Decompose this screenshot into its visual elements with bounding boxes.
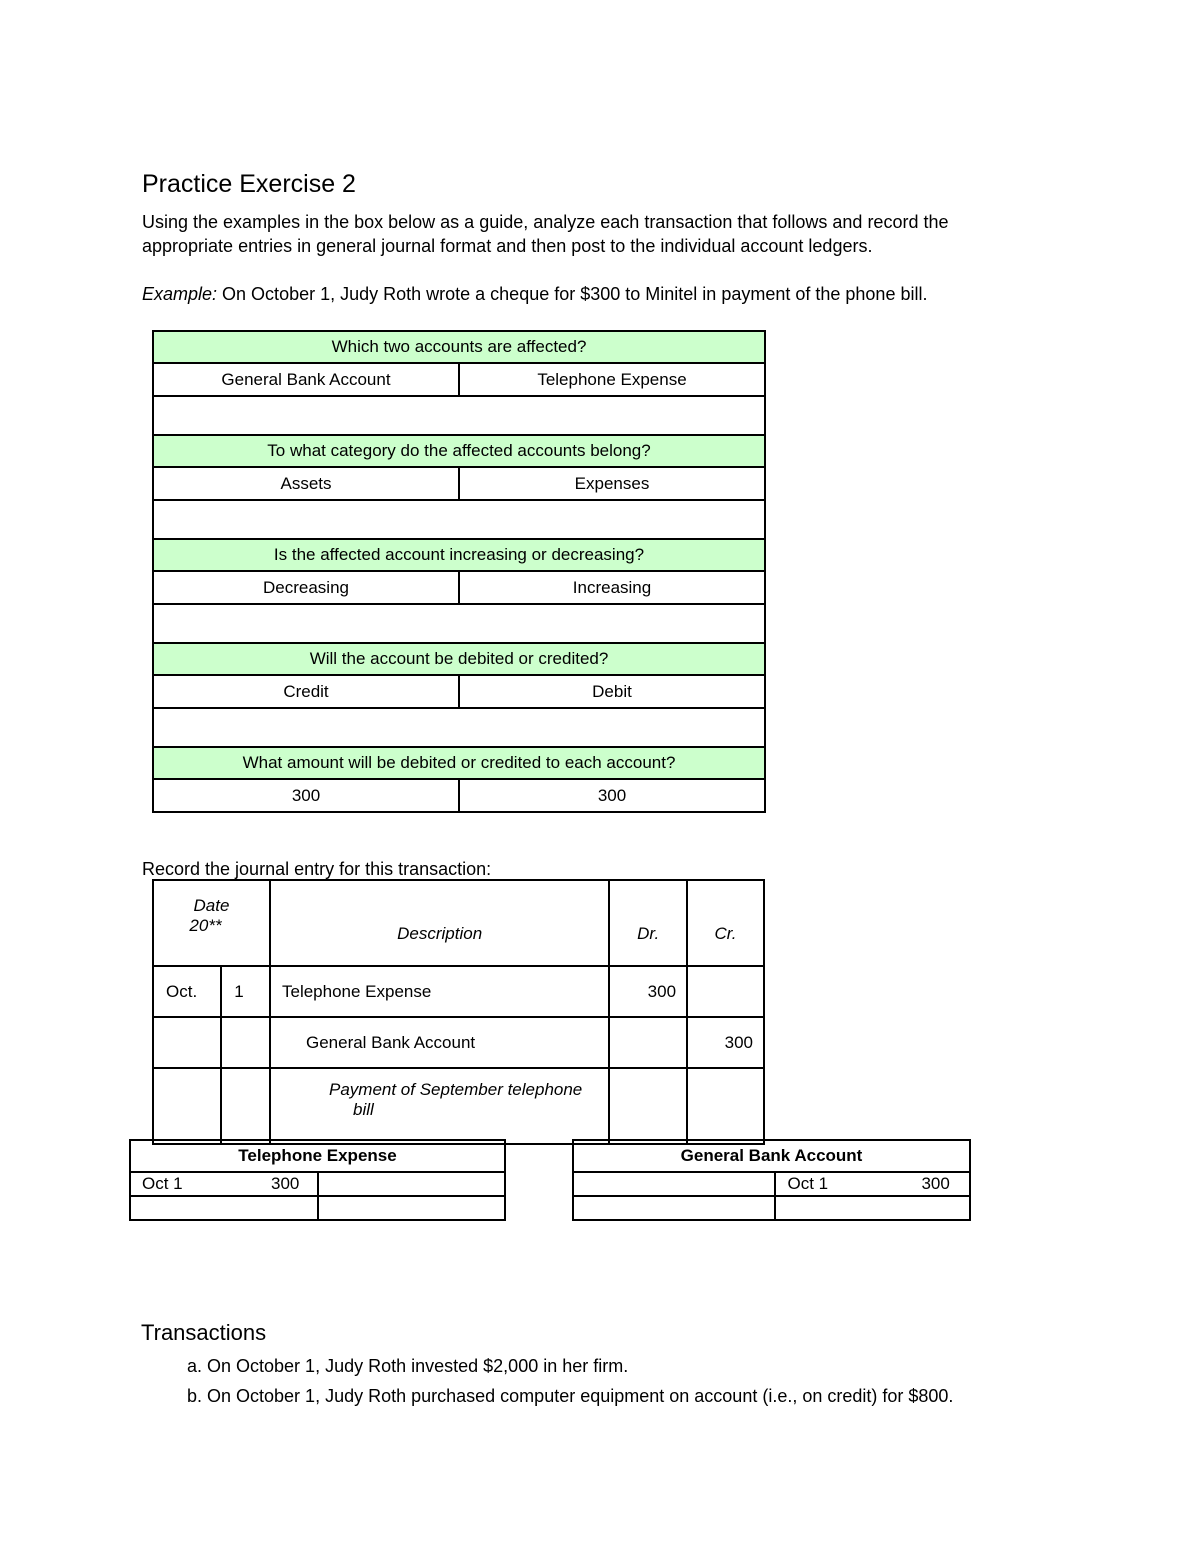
journal-cell-empty <box>153 1017 221 1068</box>
transactions-heading: Transactions <box>141 1320 267 1345</box>
spacer-row <box>153 500 765 539</box>
journal-debit-header: Dr. <box>609 880 687 966</box>
intro-line-1: Using the examples in the box below as a guide, analyze each transaction that follows and record the <box>142 212 949 232</box>
question-accounts-affected: Which two accounts are affected? <box>153 331 765 363</box>
example-text: On October 1, Judy Roth wrote a cheque for $300 to Minitel in payment of the phone bill. <box>217 284 928 304</box>
date-header-label: Date <box>193 896 230 915</box>
table-row <box>573 1196 970 1220</box>
answer-category-left: Assets <box>153 467 459 500</box>
question-debit-credit: Will the account be debited or credited? <box>153 643 765 675</box>
question-category: To what category do the affected accounts belong? <box>153 435 765 467</box>
transaction-a: a. On October 1, Judy Roth invested $2,000 in her firm. <box>187 1356 629 1376</box>
ledger-empty-cell <box>130 1196 318 1220</box>
ledger-credit-cell <box>318 1172 506 1196</box>
journal-table <box>152 879 765 1145</box>
table-row <box>130 1172 505 1196</box>
ledger-credit-cell <box>775 1172 970 1196</box>
intro-line-2: appropriate entries in general journal format and then post to the individual account ledgers. <box>142 236 873 256</box>
ledger-date: Oct 1 <box>787 1174 829 1193</box>
transaction-b: b. On October 1, Judy Roth purchased computer equipment on account (i.e., on credit) for $800. <box>187 1386 954 1406</box>
ledger-amount: 300 <box>921 1174 950 1193</box>
ledger-amount: 300 <box>271 1174 300 1193</box>
journal-cell-empty <box>609 1068 687 1144</box>
journal-credit-amount: 300 <box>687 1017 764 1068</box>
answer-account-right: Telephone Expense <box>459 363 765 396</box>
journal-credit-account: General Bank Account <box>270 1017 609 1068</box>
ledger-empty-cell <box>775 1196 970 1220</box>
example-label: Example: <box>142 284 218 304</box>
journal-debit-account: Telephone Expense <box>270 966 609 1017</box>
journal-credit-header: Cr. <box>687 880 764 966</box>
answer-amount-right: 300 <box>459 779 765 812</box>
table-row <box>153 1068 764 1144</box>
journal-day: 1 <box>221 966 270 1017</box>
journal-month: Oct. <box>153 966 221 1017</box>
ledger-debit-cell <box>573 1172 775 1196</box>
journal-debit-amount: 300 <box>609 966 687 1017</box>
answer-side-right: Debit <box>459 675 765 708</box>
question-amount: What amount will be debited or credited to each account? <box>153 747 765 779</box>
journal-instruction: Record the journal entry for this transaction: <box>142 859 492 879</box>
journal-cell-empty <box>609 1017 687 1068</box>
explanation-line-1: Payment of September telephone <box>328 1080 583 1099</box>
answer-account-left: General Bank Account <box>153 363 459 396</box>
spacer-row <box>153 604 765 643</box>
table-row <box>130 1196 505 1220</box>
journal-cell-empty <box>687 1068 764 1144</box>
answer-category-right: Expenses <box>459 467 765 500</box>
answer-side-left: Credit <box>153 675 459 708</box>
ledger-title: General Bank Account <box>573 1140 970 1172</box>
ledger-date: Oct 1 <box>142 1174 183 1193</box>
answer-change-right: Increasing <box>459 571 765 604</box>
journal-cell-empty <box>221 1017 270 1068</box>
journal-cell-empty <box>153 1068 221 1144</box>
ledger-debit-cell <box>130 1172 318 1196</box>
journal-date-header <box>153 880 270 966</box>
journal-cell-empty <box>221 1068 270 1144</box>
date-header-year: 20** <box>189 916 222 935</box>
ledger-empty-cell <box>318 1196 506 1220</box>
example-paragraph <box>142 284 927 305</box>
journal-description-header: Description <box>270 880 609 966</box>
spacer-row <box>153 396 765 435</box>
journal-explanation <box>270 1068 609 1144</box>
answer-change-left: Decreasing <box>153 571 459 604</box>
answer-amount-left: 300 <box>153 779 459 812</box>
analysis-box <box>152 330 766 813</box>
ledger-empty-cell <box>573 1196 775 1220</box>
ledger-general-bank-account <box>572 1139 971 1221</box>
question-increase-decrease: Is the affected account increasing or decreasing? <box>153 539 765 571</box>
ledger-telephone-expense <box>129 1139 506 1221</box>
spacer-row <box>153 708 765 747</box>
table-row <box>153 966 764 1017</box>
page-title: Practice Exercise 2 <box>142 170 356 198</box>
ledger-title: Telephone Expense <box>130 1140 505 1172</box>
journal-credit-empty <box>687 966 764 1017</box>
explanation-line-2: bill <box>352 1100 374 1119</box>
table-row <box>573 1172 970 1196</box>
table-row <box>153 1017 764 1068</box>
